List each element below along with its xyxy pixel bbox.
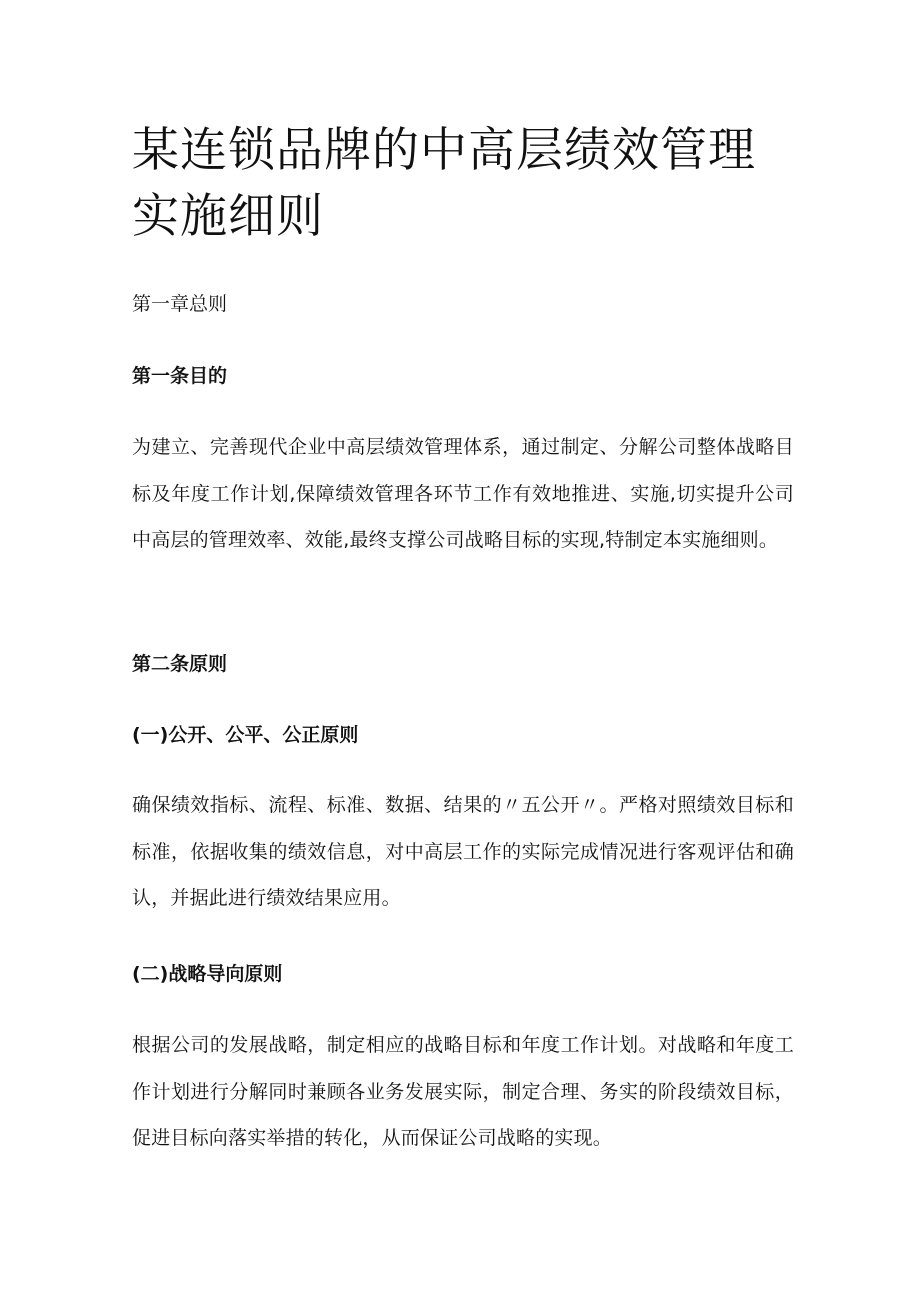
article-1-heading: 第一条目的: [132, 365, 228, 387]
principle-1-body: 确保绩效指标、流程、标准、数据、结果的〃五公开〃。严格对照绩效目标和标准，依据收集的绩效信息，对中高层工作的实际完成情况进行客观评估和确认，并据此进行绩效结果应用。: [132, 794, 794, 909]
chapter-heading: 第一章总则: [132, 293, 228, 315]
article-2-heading: 第二条原则: [132, 653, 228, 675]
principle-2-heading: (二)战略导向原则: [132, 963, 283, 985]
article-1-body: 为建立、完善现代企业中高层绩效管理体系，通过制定、分解公司整体战略目标及年度工作计划,保障绩效管理各环节工作有效地推进、实施,切实提升公司中高层的管理效率、效能,最终支撑公司战略目标的实现,特制定本实施细则。: [132, 436, 794, 551]
document-title: 某连锁品牌的中高层绩效管理实施细则: [132, 123, 756, 244]
principle-2-body: 根据公司的发展战略，制定相应的战略目标和年度工作计划。对战略和年度工作计划进行分解同时兼顾各业务发展实际，制定合理、务实的阶段绩效目标，促进目标向落实举措的转化，从而保证公司战略的实现。: [132, 1034, 794, 1149]
principle-1-heading: (一)公开、公平、公正原则: [132, 724, 359, 746]
